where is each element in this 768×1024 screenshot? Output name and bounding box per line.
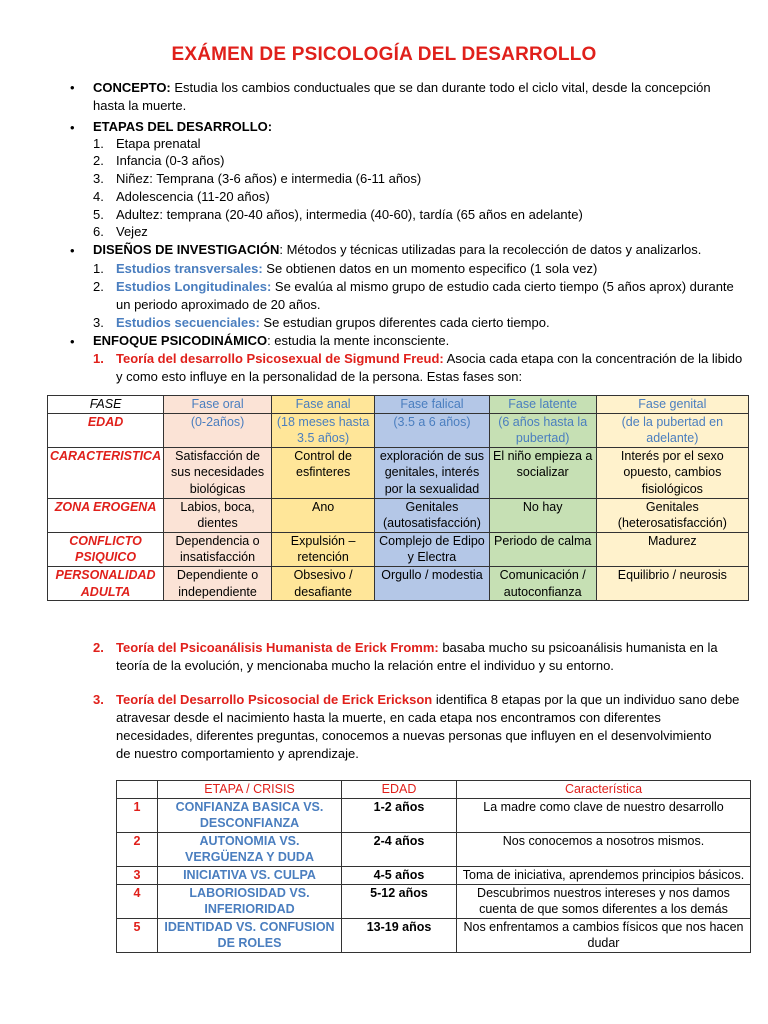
caracteristica-cell: Descubrimos nuestros intereses y nos damos cuenta de que somos diferentes a los demás bbox=[457, 884, 751, 918]
table-cell: Genitales (heterosatisfacción) bbox=[596, 498, 748, 532]
caracteristica-cell: Toma de iniciativa, aprendemos principios básicos. bbox=[457, 866, 751, 884]
table-header-cell: Fase genital bbox=[596, 396, 748, 414]
caracteristica-cell: Nos conocemos a nosotros mismos. bbox=[457, 832, 751, 866]
teoria2-line bbox=[116, 639, 756, 657]
list-item: Vejez bbox=[116, 224, 148, 239]
table-header-cell: ETAPA / CRISIS bbox=[158, 781, 342, 799]
diseno-name: Estudios Longitudinales: bbox=[116, 279, 272, 294]
edad-cell: 4-5 años bbox=[342, 866, 457, 884]
table-cell: Expulsión – retención bbox=[272, 532, 375, 566]
list-number: 1. bbox=[93, 136, 104, 151]
table-cell: Interés por el sexo opuesto, cambios fisiológicos bbox=[596, 447, 748, 498]
list-number: 2. bbox=[93, 640, 104, 655]
list-number: 2. bbox=[93, 153, 104, 168]
table-header-cell: Fase falical bbox=[375, 396, 489, 414]
edad-cell: 13-19 años bbox=[342, 918, 457, 952]
bullet: • bbox=[70, 120, 75, 135]
teoria3-text-4: de nuestro comportamiento y aprendizaje. bbox=[116, 746, 359, 761]
table-header-cell: Fase latente bbox=[489, 396, 596, 414]
row-number: 4 bbox=[117, 884, 158, 918]
row-label: CARACTERISTICA bbox=[48, 447, 164, 498]
list-number: 4. bbox=[93, 189, 104, 204]
teoria3-name: Teoría del Desarrollo Psicosocial de Erick Erickson bbox=[116, 692, 433, 707]
teoria3-text-2: atravesar desde el nacimiento hasta la muerte, en cada etapa nos encontramos con diferentes bbox=[116, 710, 661, 725]
table-cell: Genitales (autosatisfacción) bbox=[375, 498, 489, 532]
etapa-cell: AUTONOMIA VS. VERGÜENZA Y DUDA bbox=[158, 832, 342, 866]
diseno-item bbox=[116, 314, 756, 332]
concepto-line bbox=[93, 79, 743, 97]
bullet: • bbox=[70, 334, 75, 349]
table-cell: (3.5 a 6 años) bbox=[375, 413, 489, 447]
table-cell: Obsesivo / desafiante bbox=[272, 566, 375, 600]
teoria2-text-2: teoría de la evolución, y mencionaba mucho la relación entre el individuo y su entorno. bbox=[116, 658, 614, 673]
table-header-cell: FASE bbox=[48, 396, 164, 414]
table-row bbox=[117, 918, 751, 952]
teoria1-line bbox=[116, 350, 756, 368]
etapas-label: ETAPAS DEL DESARROLLO: bbox=[93, 119, 273, 134]
list-number: 1. bbox=[93, 261, 104, 276]
concepto-label: CONCEPTO: bbox=[93, 80, 171, 95]
table-row bbox=[48, 413, 749, 447]
table-cell: Satisfacción de sus necesidades biológicas bbox=[164, 447, 272, 498]
table-cell: Dependencia o insatisfacción bbox=[164, 532, 272, 566]
table-header-cell: Fase anal bbox=[272, 396, 375, 414]
table-cell: No hay bbox=[489, 498, 596, 532]
disenos-line bbox=[93, 241, 753, 259]
erikson-table bbox=[116, 780, 751, 953]
diseno-name: Estudios transversales: bbox=[116, 261, 263, 276]
table-row bbox=[48, 532, 749, 566]
table-cell: Control de esfinteres bbox=[272, 447, 375, 498]
table-cell: Dependiente o independiente bbox=[164, 566, 272, 600]
edad-cell: 5-12 años bbox=[342, 884, 457, 918]
table-cell: (0-2años) bbox=[164, 413, 272, 447]
teoria1-text-2: y como esto influye en la personalidad de la persona. Estas fases son: bbox=[116, 369, 523, 384]
table-cell: Comunicación / autoconfianza bbox=[489, 566, 596, 600]
list-item: Infancia (0-3 años) bbox=[116, 153, 225, 168]
teoria1-text: Asocia cada etapa con la concentración de la libido bbox=[443, 351, 743, 366]
row-number: 3 bbox=[117, 866, 158, 884]
list-number: 3. bbox=[93, 692, 104, 707]
freud-table bbox=[47, 395, 749, 601]
row-label: ZONA EROGENA bbox=[48, 498, 164, 532]
bullet: • bbox=[70, 80, 75, 95]
list-item: Adolescencia (11-20 años) bbox=[116, 189, 270, 204]
table-cell: Ano bbox=[272, 498, 375, 532]
row-label: EDAD bbox=[48, 413, 164, 447]
etapa-cell: CONFIANZA BASICA VS. DESCONFIANZA bbox=[158, 798, 342, 832]
teoria3-text: identifica 8 etapas por la que un individuo sano debe bbox=[432, 692, 740, 707]
table-row bbox=[48, 447, 749, 498]
diseno-text: Se obtienen datos en un momento especifico (1 sola vez) bbox=[262, 261, 598, 276]
concepto-text: Estudia los cambios conductuales que se dan durante todo el ciclo vital, desde la concepción bbox=[170, 80, 711, 95]
etapa-cell: LABORIOSIDAD VS. INFERIORIDAD bbox=[158, 884, 342, 918]
table-row bbox=[117, 884, 751, 918]
table-cell: Periodo de calma bbox=[489, 532, 596, 566]
table-cell: Madurez bbox=[596, 532, 748, 566]
disenos-text: : Métodos y técnicas utilizadas para la recolección de datos y analizarlos. bbox=[279, 242, 702, 257]
list-item: Niñez: Temprana (3-6 años) e intermedia (6-11 años) bbox=[116, 171, 422, 186]
diseno-text-2: un periodo aproximado de 20 años. bbox=[116, 297, 321, 312]
table-cell: Equilibrio / neurosis bbox=[596, 566, 748, 600]
row-number: 5 bbox=[117, 918, 158, 952]
table-header-row bbox=[117, 781, 751, 799]
caracteristica-cell: Nos enfrentamos a cambios físicos que nos hacen dudar bbox=[457, 918, 751, 952]
row-number: 2 bbox=[117, 832, 158, 866]
table-cell: (18 meses hasta 3.5 años) bbox=[272, 413, 375, 447]
row-label: CONFLICTO PSIQUICO bbox=[48, 532, 164, 566]
enfoque-text: : estudia la mente inconsciente. bbox=[267, 333, 450, 348]
list-number: 5. bbox=[93, 207, 104, 222]
teoria3-line bbox=[116, 691, 756, 709]
table-cell: Labios, boca, dientes bbox=[164, 498, 272, 532]
table-header-cell: Característica bbox=[457, 781, 751, 799]
table-header-cell: EDAD bbox=[342, 781, 457, 799]
edad-cell: 1-2 años bbox=[342, 798, 457, 832]
diseno-item bbox=[116, 278, 756, 296]
row-number: 1 bbox=[117, 798, 158, 832]
table-row bbox=[48, 566, 749, 600]
bullet: • bbox=[70, 243, 75, 258]
table-cell: Complejo de Edipo y Electra bbox=[375, 532, 489, 566]
list-number: 1. bbox=[93, 351, 104, 366]
table-row bbox=[117, 866, 751, 884]
enfoque-label: ENFOQUE PSICODINÁMICO bbox=[93, 333, 268, 348]
list-number: 3. bbox=[93, 171, 104, 186]
list-item: Adultez: temprana (20-40 años), intermedia (40-60), tardía (65 años en adelante) bbox=[116, 207, 583, 222]
table-header-cell: Fase oral bbox=[164, 396, 272, 414]
etapa-cell: INICIATIVA VS. CULPA bbox=[158, 866, 342, 884]
table-cell: El niño empieza a socializar bbox=[489, 447, 596, 498]
table-cell: Orgullo / modestia bbox=[375, 566, 489, 600]
table-header-cell bbox=[117, 781, 158, 799]
diseno-text: Se estudian grupos diferentes cada cierto tiempo. bbox=[259, 315, 550, 330]
table-cell: (6 años hasta la pubertad) bbox=[489, 413, 596, 447]
edad-cell: 2-4 años bbox=[342, 832, 457, 866]
list-number: 3. bbox=[93, 315, 104, 330]
list-item: Etapa prenatal bbox=[116, 136, 201, 151]
page-title: EXÁMEN DE PSICOLOGÍA DEL DESARROLLO bbox=[171, 44, 597, 65]
table-header-row bbox=[48, 396, 749, 414]
table-cell: (de la pubertad en adelante) bbox=[596, 413, 748, 447]
diseno-item bbox=[116, 260, 756, 278]
list-number: 2. bbox=[93, 279, 104, 294]
diseno-name: Estudios secuenciales: bbox=[116, 315, 260, 330]
table-row bbox=[48, 498, 749, 532]
table-row bbox=[117, 832, 751, 866]
list-number: 6. bbox=[93, 224, 104, 239]
teoria3-text-3: necesidades, diferentes preguntas, conocemos a nuevas personas que influyen en el desenvolvimiento bbox=[116, 728, 712, 743]
teoria2-text: basaba mucho su psicoanálisis humanista en la bbox=[438, 640, 718, 655]
row-label: PERSONALIDAD ADULTA bbox=[48, 566, 164, 600]
concepto-text-2: hasta la muerte. bbox=[93, 98, 187, 113]
enfoque-line bbox=[93, 332, 449, 350]
table-cell: exploración de sus genitales, interés por la sexualidad bbox=[375, 447, 489, 498]
etapa-cell: IDENTIDAD VS. CONFUSION DE ROLES bbox=[158, 918, 342, 952]
teoria2-name: Teoría del Psicoanálisis Humanista de Erick Fromm: bbox=[116, 640, 439, 655]
caracteristica-cell: La madre como clave de nuestro desarrollo bbox=[457, 798, 751, 832]
disenos-label: DISEÑOS DE INVESTIGACIÓN bbox=[93, 242, 280, 257]
table-row bbox=[117, 798, 751, 832]
diseno-text: Se evalúa al mismo grupo de estudio cada cierto tiempo (5 años aprox) durante bbox=[271, 279, 734, 294]
teoria1-name: Teoría del desarrollo Psicosexual de Sigmund Freud: bbox=[116, 351, 444, 366]
